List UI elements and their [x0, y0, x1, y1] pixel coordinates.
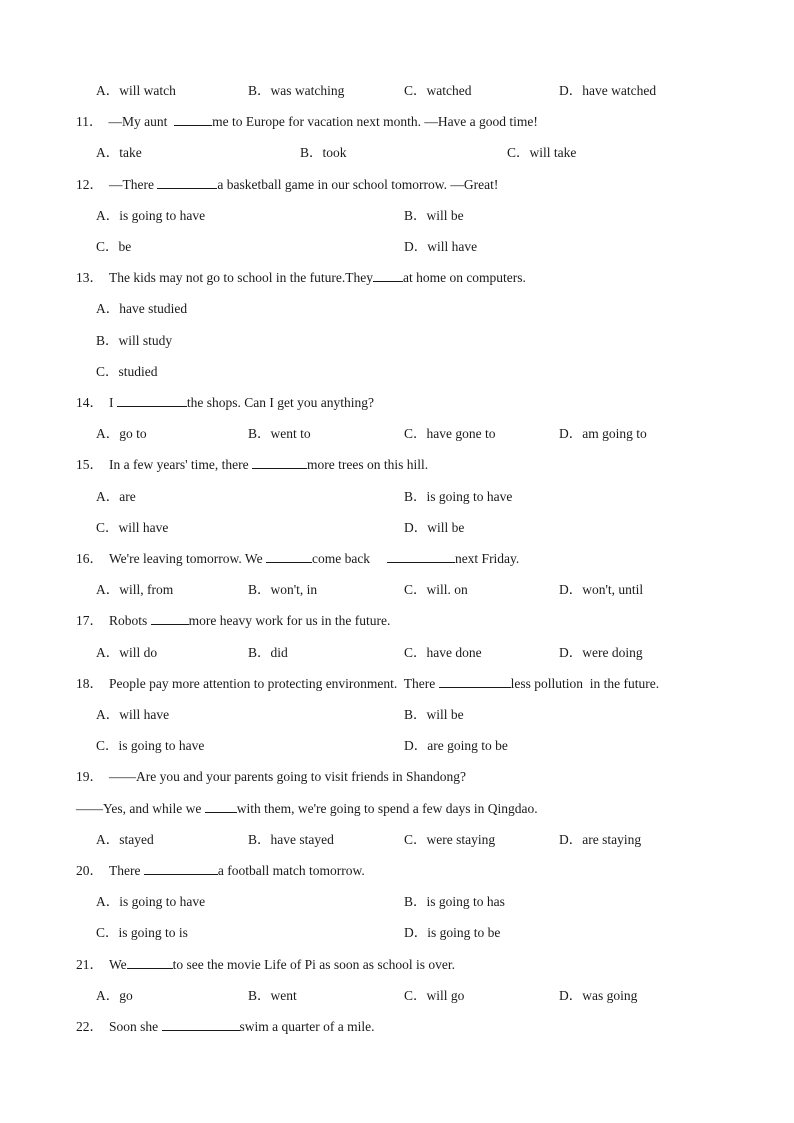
question-text: less pollution in the future.: [510, 675, 660, 691]
question-number: 15．: [76, 457, 103, 473]
answer-option: C．is going to is: [96, 925, 188, 941]
answer-blank: [387, 549, 455, 563]
question-text: the shops. Can I get you anything?: [186, 395, 374, 410]
answer-option: B．will study: [96, 332, 173, 348]
question-stem: [76, 1017, 374, 1037]
question-number: 22．: [76, 1019, 103, 1034]
options-row: [96, 299, 716, 319]
question-text: I: [109, 395, 117, 410]
question-text: ——Are you and your parents going to visit friends in Shandong?: [109, 769, 466, 785]
answer-option: D．won't, until: [559, 582, 644, 598]
question-text: Robots: [109, 613, 151, 629]
options-row: [96, 331, 716, 351]
question-text: —There: [109, 176, 158, 192]
question-number: 21．: [76, 956, 103, 972]
question-text: a football match tomorrow.: [217, 863, 365, 878]
options-row: [96, 986, 716, 1006]
answer-blank: [439, 674, 511, 688]
options-row: [96, 580, 716, 600]
question-stem: [76, 861, 365, 881]
question-stem: [76, 455, 428, 475]
question-text: We: [109, 956, 127, 972]
question-stem: [76, 393, 374, 413]
answer-option: D．am going to: [559, 426, 647, 442]
answer-option: D．will have: [404, 239, 478, 254]
question-text: We're leaving tomorrow. We: [109, 551, 266, 566]
answer-option: B．went: [248, 987, 297, 1003]
answer-option: A．take: [96, 145, 142, 161]
question-stem: [76, 611, 390, 631]
answer-option: B．have stayed: [248, 831, 334, 847]
question-number: 19．: [76, 769, 103, 785]
options-row: [96, 424, 716, 444]
question-text: with them, we're going to spend a few days in Qingdao.: [236, 800, 538, 816]
question-number: 18．: [76, 675, 103, 691]
options-row: [96, 923, 716, 943]
question-stem: [76, 767, 466, 787]
question-text: at home on computers.: [402, 270, 526, 286]
options-row: [96, 892, 716, 912]
answer-option: D．was going: [559, 987, 638, 1003]
question-text: In a few years' time, there: [109, 457, 252, 473]
options-row: [96, 705, 716, 725]
question-number: 11．: [76, 114, 103, 130]
answer-option: B．took: [300, 145, 347, 161]
answer-option: C．be: [96, 239, 132, 254]
question-continuation: [76, 799, 538, 819]
answer-option: A．will watch: [96, 83, 176, 98]
answer-blank: [144, 861, 218, 875]
answer-option: A．is going to have: [96, 207, 206, 223]
answer-option: C．have done: [404, 644, 482, 660]
answer-option: A．will have: [96, 707, 170, 722]
answer-option: B．did: [248, 644, 288, 660]
answer-option: A．are: [96, 488, 136, 504]
question-text: come back: [311, 551, 387, 566]
options-row: [96, 643, 716, 663]
answer-option: A．go: [96, 987, 133, 1003]
options-row: [96, 81, 716, 101]
answer-option: C．watched: [404, 83, 472, 98]
question-text: more heavy work for us in the future.: [188, 613, 391, 629]
options-row: [96, 237, 716, 257]
answer-option: C．is going to have: [96, 738, 205, 754]
answer-option: D．will be: [404, 519, 465, 535]
question-number: 14．: [76, 395, 103, 410]
answer-option: C．will go: [404, 987, 465, 1003]
answer-blank: [157, 175, 217, 189]
question-text: The kids may not go to school in the future.They: [109, 270, 373, 286]
answer-option: B．was watching: [248, 83, 345, 98]
question-stem: [76, 268, 526, 288]
answer-option: C．have gone to: [404, 426, 496, 442]
question-number: 16．: [76, 551, 103, 566]
answer-blank: [373, 268, 403, 282]
question-text: me to Europe for vacation next month. —Have a good time!: [212, 114, 538, 130]
answer-option: D．have watched: [559, 83, 657, 98]
answer-option: A．have studied: [96, 301, 188, 317]
answer-blank: [151, 611, 189, 625]
question-text: ——Yes, and while we: [76, 800, 205, 816]
options-row: [96, 206, 716, 226]
question-text: swim a quarter of a mile.: [239, 1019, 375, 1034]
question-number: 17．: [76, 613, 103, 629]
answer-option: D．are going to be: [404, 738, 508, 754]
answer-blank: [127, 955, 173, 969]
answer-option: A．is going to have: [96, 894, 206, 910]
question-text: Soon she: [109, 1019, 162, 1034]
question-text: —My aunt: [108, 114, 175, 130]
options-row: [96, 518, 716, 538]
answer-option: D．were doing: [559, 644, 643, 660]
question-stem: [76, 674, 659, 694]
question-text: There: [109, 863, 144, 878]
answer-option: B．is going to have: [404, 488, 513, 504]
question-number: 12．: [76, 176, 103, 192]
question-text: People pay more attention to protecting environment. There: [109, 675, 439, 691]
answer-option: B．will be: [404, 207, 464, 223]
question-text: next Friday.: [454, 551, 520, 566]
question-stem: [76, 549, 519, 569]
options-row: [96, 143, 716, 163]
answer-blank: [252, 455, 307, 469]
options-row: [96, 362, 716, 382]
question-text: more trees on this hill.: [307, 457, 429, 473]
answer-option: B．will be: [404, 707, 464, 722]
options-row: [96, 736, 716, 756]
answer-option: D．are staying: [559, 831, 642, 847]
options-row: [96, 487, 716, 507]
answer-option: B．went to: [248, 426, 311, 442]
options-row: [96, 830, 716, 850]
answer-option: C．will take: [507, 145, 577, 161]
answer-blank: [162, 1017, 240, 1031]
answer-option: D．is going to be: [404, 925, 501, 941]
question-number: 13．: [76, 270, 103, 286]
answer-option: A．will, from: [96, 582, 174, 598]
answer-option: C．were staying: [404, 831, 496, 847]
answer-option: A．will do: [96, 644, 158, 660]
answer-option: C．will have: [96, 519, 169, 535]
answer-blank: [174, 112, 212, 126]
answer-blank: [117, 393, 187, 407]
question-text: a basketball game in our school tomorrow. —Great!: [217, 176, 499, 192]
question-text: to see the movie Life of Pi as soon as school is over.: [172, 956, 455, 972]
answer-option: B．won't, in: [248, 582, 318, 598]
answer-blank: [205, 799, 237, 813]
answer-blank: [266, 549, 312, 563]
question-stem: [76, 112, 538, 132]
answer-option: A．stayed: [96, 831, 154, 847]
answer-option: A．go to: [96, 426, 147, 442]
question-number: 20．: [76, 863, 103, 878]
question-stem: [76, 175, 498, 195]
answer-option: C．studied: [96, 363, 158, 379]
answer-option: B．is going to has: [404, 894, 505, 910]
answer-option: C．will. on: [404, 582, 468, 598]
question-stem: [76, 955, 455, 975]
